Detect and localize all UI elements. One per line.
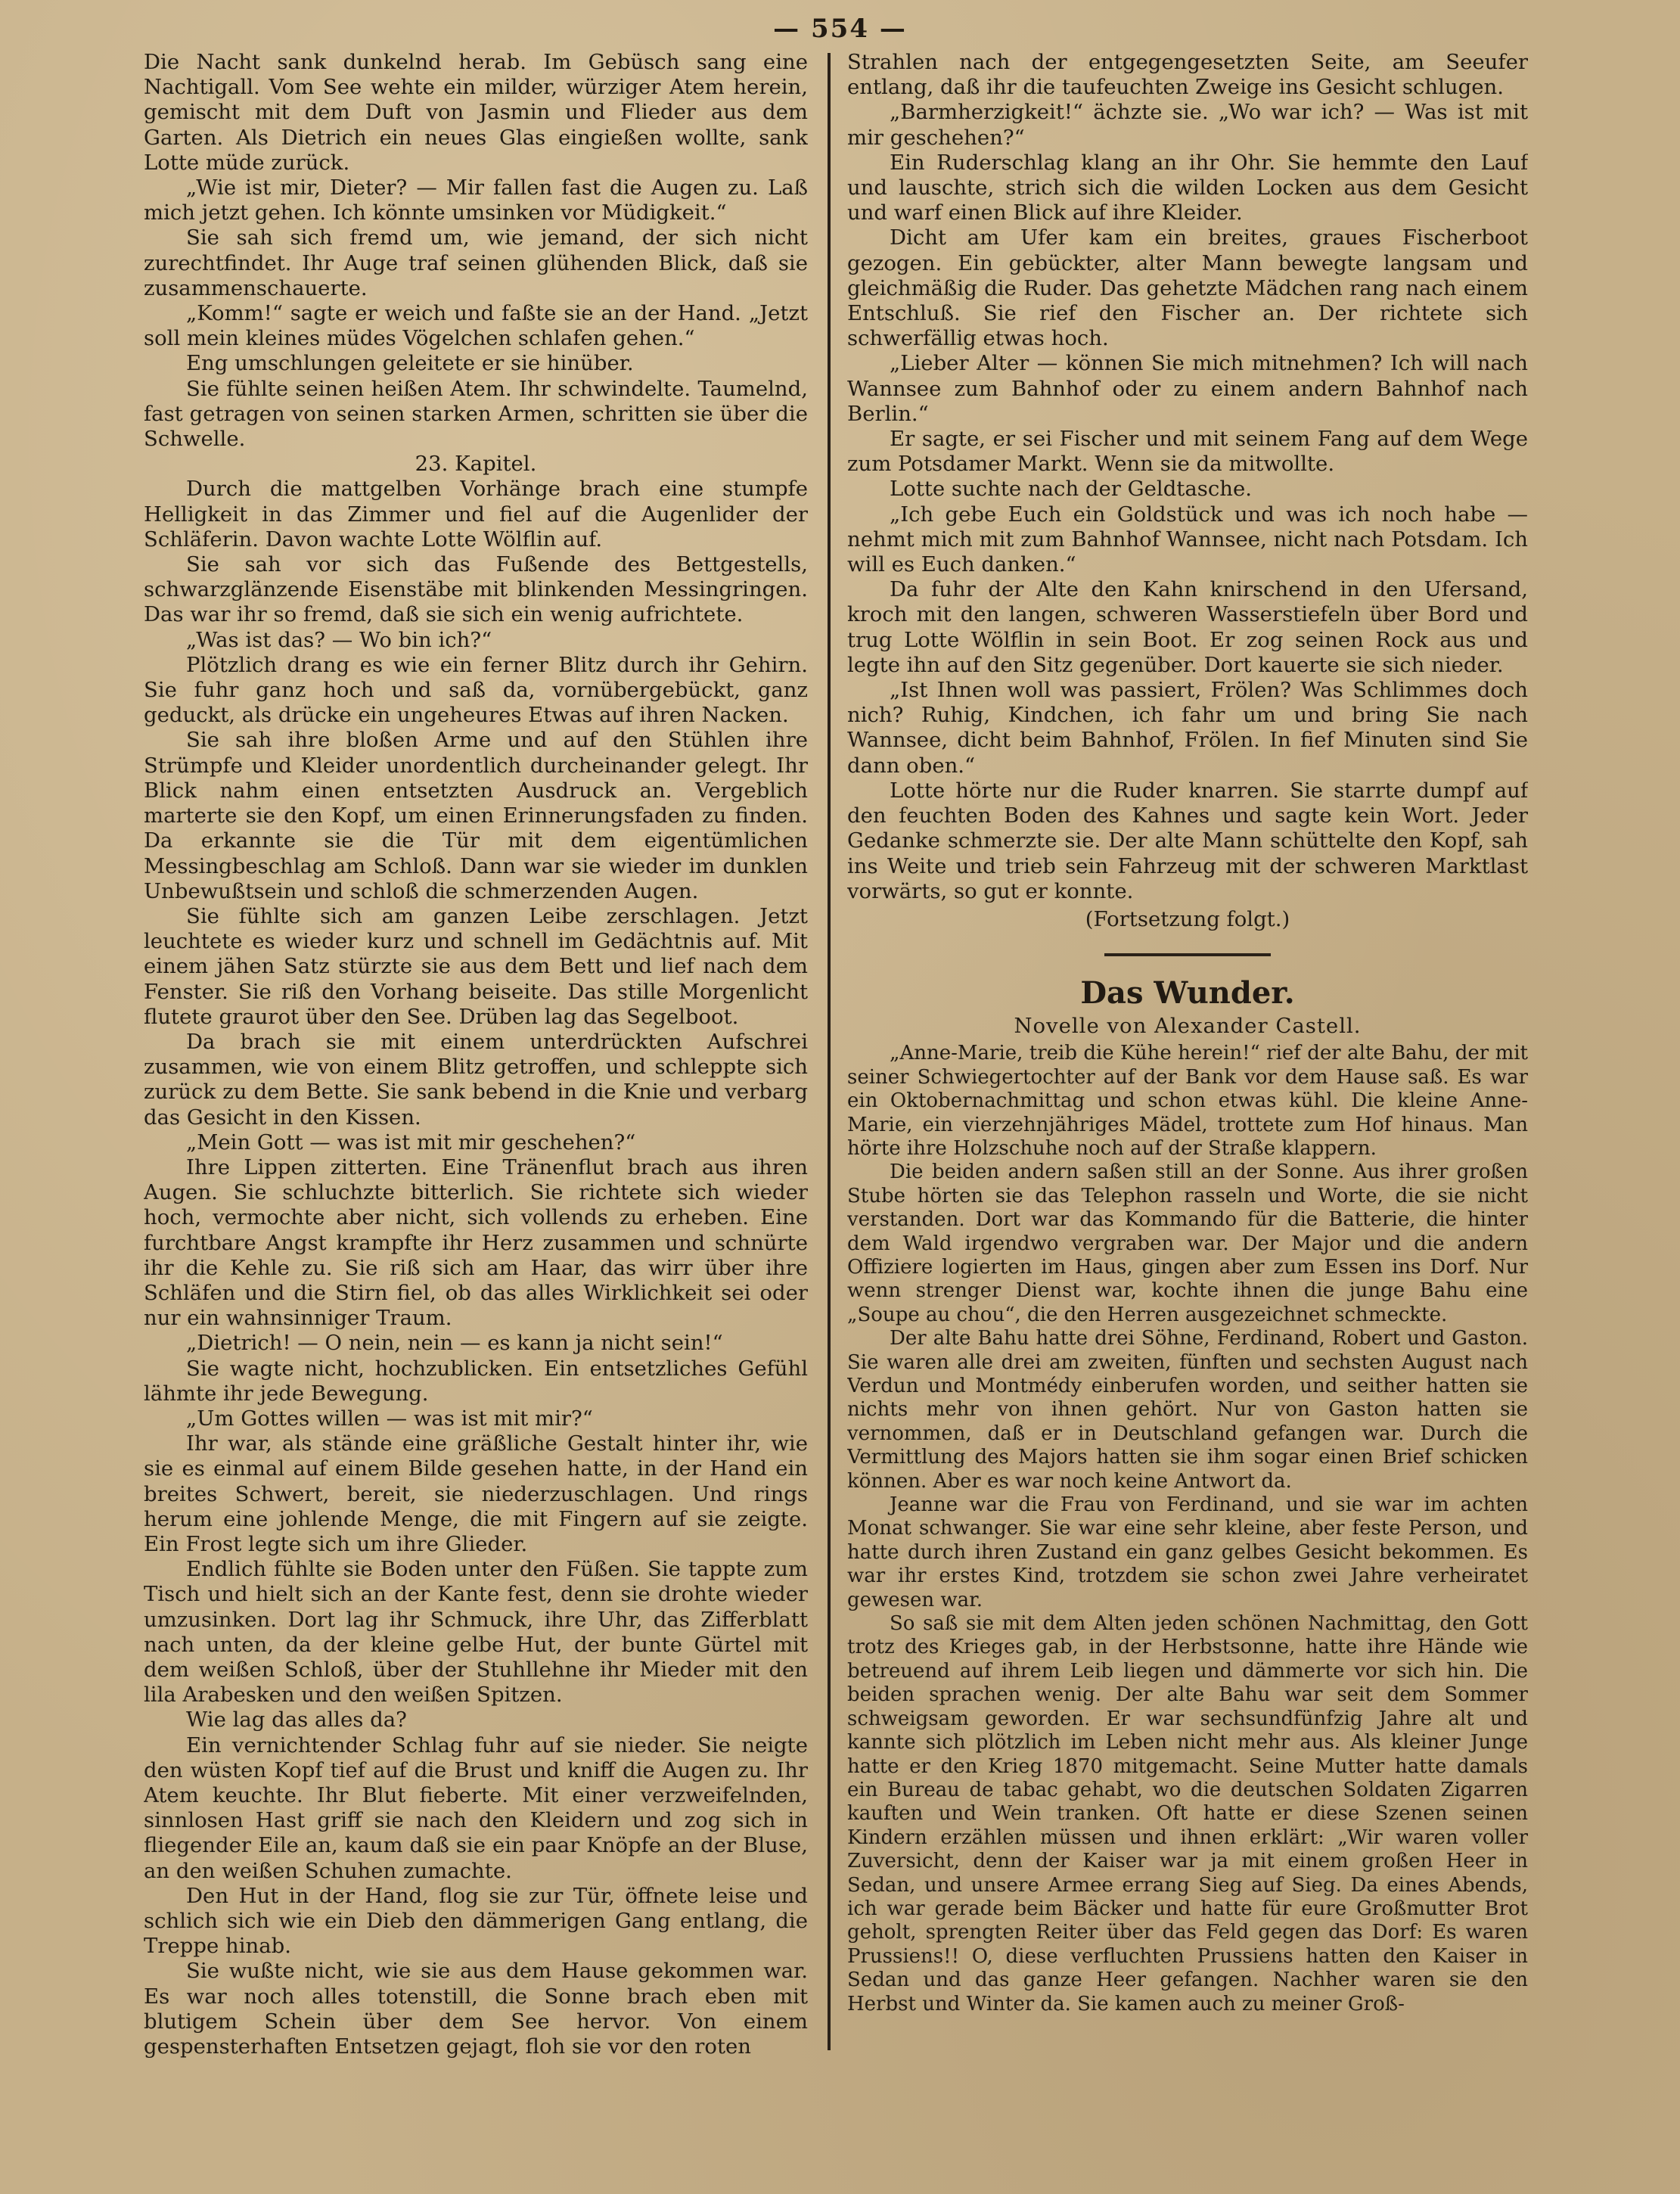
paragraph: Er sagte, er sei Fischer und mit seinem Fang auf dem Wege zum Potsdamer Markt. Wenn sie da mitwollte. bbox=[847, 427, 1528, 477]
paragraph: Jeanne war die Frau von Ferdinand, und sie war im achten Monat schwanger. Sie war eine sehr kleine, aber feste Person, und hatte durch ihren Zustand ein ganz gelbes Gesicht bekommen. Es war ihr erstes Kind, trotzdem sie schon zwei Jahre verheiratet gewesen war. bbox=[847, 1493, 1528, 1611]
paragraph: So saß sie mit dem Alten jeden schönen Nachmittag, den Gott trotz des Krieges gab, in der Herbstsonne, hatte ihre Hände wie betreuend auf ihrem Leib liegen und dämmerte vor sich hin. Die beiden sprachen wenig. Der alte Bahu war seit dem Sommer schweigsam geworden. Er war sechsundfünfzig Jahre alt und kannte sich plötzlich im Leben nicht mehr aus. Als kleiner Junge hatte er den Krieg 1870 mitgemacht. Seine Mutter hatte damals ein Bureau de tabac gehabt, wo die deutschen Soldaten Zigarren kauften und Wein tranken. Oft hatte er diese Szenen seinen Kindern erzählen müssen und ihnen erklärt: „Wir waren voller Zuversicht, denn der Kaiser war ja mit einem großen Heer in Sedan, und unsere Armee errang Sieg auf Sieg. Da eines Abends, ich war gerade beim Bäcker und hatte für eure Großmutter Brot geholt, sprengten Reiter über das Feld gegen das Dorf: Es waren Prussiens!! O, diese verfluchten Prussiens hatten den Kaiser in Sedan und das ganze Heer gefangen. Nachher waren sie den Herbst und Winter da. Sie kamen auch zu meiner Groß- bbox=[847, 1612, 1528, 2015]
paragraph: „Wie ist mir, Dieter? — Mir fallen fast die Augen zu. Laß mich jetzt gehen. Ich könnte umsinken vor Müdigkeit.“ bbox=[144, 176, 808, 225]
paragraph: Dicht am Ufer kam ein breites, graues Fischerboot gezogen. Ein gebückter, alter Mann bewegte langsam und gleichmäßig die Ruder. Das gehetzte Mädchen rang nach einem Entschluß. Sie rief den Fischer an. Der richtete sich schwerfällig etwas hoch. bbox=[847, 225, 1528, 351]
paragraph: Lotte suchte nach der Geldtasche. bbox=[890, 477, 1252, 502]
paragraph: Sie fühlte sich am ganzen Leibe zerschlagen. Jetzt leuchtete es wieder kurz und schnell im Gedächtnis auf. Mit einem jähen Satz stürzte sie aus dem Bett und lief nach dem Fenster. Sie riß den Vorhang beiseite. Das stille Morgenlicht flutete graurot über den See. Drüben lag das Segelboot. bbox=[144, 903, 808, 1029]
paragraph: Sie sah ihre bloßen Arme und auf den Stühlen ihre Strümpfe und Kleider unordentlich durcheinander gelegt. Ihr Blick nahm einen entsetzten Ausdruck an. Vergeblich marterte sie den Kopf, um einen Erinnerungsfaden zu finden. Da erkannte sie die Tür mit dem eigentümlichen Messingbeschlag am Schloß. Dann war sie wieder im dunklen Unbewußtsein und schloß die schmerzenden Augen. bbox=[144, 728, 808, 903]
paragraph: Ihre Lippen zitterten. Eine Tränenflut brach aus ihren Augen. Sie schluchzte bitterlich. Sie richtete sich wieder hoch, vermochte aber nicht, sich vollends zu erheben. Eine furchtbare Angst krampfte ihr Herz zusammen und schnürte ihr die Kehle zu. Sie riß sich am Haar, das wirr über ihre Schläfen und die Stirn fiel, ob das alles Wirklichkeit sei oder nur ein wahnsinniger Traum. bbox=[144, 1154, 808, 1331]
paragraph: „Barmherzigkeit!“ ächzte sie. „Wo war ich? — Was ist mit mir geschehen?“ bbox=[847, 100, 1528, 150]
paragraph: „Komm!“ sagte er weich und faßte sie an der Hand. „Jetzt soll mein kleines müdes Vögelchen schlafen gehen.“ bbox=[144, 301, 808, 351]
paragraph: Die beiden andern saßen still an der Sonne. Aus ihrer großen Stube hörten sie das Telephon rasseln und Worte, die sie nicht verstanden. Dort war das Kommando für die Batterie, die hinter dem Wald irgendwo vergraben war. Der Major und die andern Offiziere logierten im Haus, gingen aber zum Essen ins Dorf. Nur wenn strenger Dienst war, kochte ihnen die junge Bahu eine „Soupe au chou“, die den Herren ausgezeichnet schmeckte. bbox=[847, 1161, 1528, 1326]
paragraph: Ein vernichtender Schlag fuhr auf sie nieder. Sie neigte den wüsten Kopf tief auf die Brust und kniff die Augen zu. Ihr Atem keuchte. Ihr Blut fieberte. Mit einer verzweifelnden, sinnlosen Hast griff sie nach den Kleidern und zog sich in fliegender Eile an, kaum daß sie ein paar Knöpfe an der Bluse, an den weißen Schuhen zumachte. bbox=[144, 1733, 808, 1883]
paragraph: Sie wagte nicht, hochzublicken. Ein entsetzliches Gefühl lähmte ihr jede Bewegung. bbox=[144, 1356, 808, 1406]
paragraph: Strahlen nach der entgegengesetzten Seite, am Seeufer entlang, daß ihr die taufeuchten Zweige ins Gesicht schlugen. bbox=[847, 50, 1528, 100]
paragraph: Sie wußte nicht, wie sie aus dem Hause gekommen war. Es war noch alles totenstill, die Sonne brach eben mit blutigem Schein über dem See hervor. Von einem gespensterhaften Entsetzen gejagt, floh sie vor den roten bbox=[144, 1959, 808, 2059]
paragraph: Plötzlich drang es wie ein ferner Blitz durch ihr Gehirn. Sie fuhr ganz hoch und saß da, vornübergebückt, ganz geduckt, als drücke ein ungeheures Etwas auf ihren Nacken. bbox=[144, 652, 808, 728]
paragraph: Der alte Bahu hatte drei Söhne, Ferdinand, Robert und Gaston. Sie waren alle drei am zweiten, fünften und sechsten August nach Verdun und Montmédy einberufen worden, und seither hatten sie nichts mehr von ihnen gehört. Nur von Gaston hatten sie vernommen, daß er in Deutschland gefangen war. Durch die Vermittlung des Majors hatten sie ihm sogar einen Brief schicken können. Aber es war noch keine Antwort da. bbox=[847, 1327, 1528, 1493]
story-body bbox=[847, 1042, 1528, 2016]
paragraph: Endlich fühlte sie Boden unter den Füßen. Sie tappte zum Tisch und hielt sich an der Kante fest, denn sie drohte wieder umzusinken. Dort lag ihr Schmuck, ihre Uhr, das Zifferblatt nach unten, da der kleine gelbe Hut, der bunte Gürtel mit dem weißen Schloß, über der Stuhllehne ihr Mieder mit den lila Arabesken und den weißen Spitzen. bbox=[144, 1557, 808, 1708]
chapter-heading: 23. Kapitel. bbox=[415, 452, 537, 477]
paragraph: Wie lag das alles da? bbox=[186, 1708, 407, 1733]
left-column bbox=[144, 50, 808, 2149]
section-divider bbox=[1104, 953, 1271, 956]
paragraph: Sie sah vor sich das Fußende des Bettgestells, schwarzglänzende Eisenstäbe mit blinkenden Messingringen. Das war ihr so fremd, daß sie sich ein wenig aufrichtete. bbox=[144, 552, 808, 627]
paragraph: „Lieber Alter — können Sie mich mitnehmen? Ich will nach Wannsee zum Bahnhof oder zu einem andern Bahnhof nach Berlin.“ bbox=[847, 351, 1528, 426]
continued-note: (Fortsetzung folgt.) bbox=[1085, 906, 1290, 931]
paragraph: „Mein Gott — was ist mit mir geschehen?“ bbox=[186, 1130, 636, 1154]
paragraph: Lotte hörte nur die Ruder knarren. Sie starrte dumpf auf den feuchten Boden des Kahnes und sagte kein Wort. Jeder Gedanke schmerzte sie. Der alte Mann schüttelte den Kopf, sah ins Weite und trieb sein Fahrzeug mit der schweren Marktlast vorwärts, so gut er konnte. bbox=[847, 778, 1528, 903]
page-number: — 554 — bbox=[773, 14, 907, 44]
paragraph: Die Nacht sank dunkelnd herab. Im Gebüsch sang eine Nachtigall. Vom See wehte ein milder, würziger Atem herein, gemischt mit dem Duft von Jasmin und Flieder aus dem Garten. Als Dietrich ein neues Glas eingießen wollte, sank Lotte müde zurück. bbox=[144, 50, 808, 175]
paragraph: Den Hut in der Hand, flog sie zur Tür, öffnete leise und schlich sich wie ein Dieb den dämmerigen Gang entlang, die Treppe hinab. bbox=[144, 1883, 808, 1959]
paragraph: „Was ist das? — Wo bin ich?“ bbox=[186, 627, 492, 652]
paragraph: Da fuhr der Alte den Kahn knirschend in den Ufersand, kroch mit den langen, schweren Wasserstiefeln über Bord und trug Lotte Wölflin in sein Boot. Er zog seinen Rock aus und legte ihn auf den Sitz gegenüber. Dort kauerte sie sich nieder. bbox=[847, 577, 1528, 677]
paragraph: Ein Ruderschlag klang an ihr Ohr. Sie hemmte den Lauf und lauschte, strich sich die wilden Locken aus dem Gesicht und warf einen Blick auf ihre Kleider. bbox=[847, 150, 1528, 225]
paragraph: Sie sah sich fremd um, wie jemand, der sich nicht zurechtfindet. Ihr Auge traf seinen glühenden Blick, daß sie zusammenschauerte. bbox=[144, 225, 808, 300]
paragraph: Durch die mattgelben Vorhänge brach eine stumpfe Helligkeit in das Zimmer und fiel auf die Augenlider der Schläferin. Davon wachte Lotte Wölflin auf. bbox=[144, 477, 808, 552]
paragraph: Eng umschlungen geleitete er sie hinüber. bbox=[186, 351, 634, 376]
paragraph: Sie fühlte seinen heißen Atem. Ihr schwindelte. Taumelnd, fast getragen von seinen starken Armen, schritten sie über die Schwelle. bbox=[144, 376, 808, 452]
paragraph: „Dietrich! — O nein, nein — es kann ja nicht sein!“ bbox=[186, 1331, 723, 1356]
paragraph: „Ich gebe Euch ein Goldstück und was ich noch habe — nehmt mich mit zum Bahnhof Wannsee, nicht nach Potsdam. Ich will es Euch danken.“ bbox=[847, 502, 1528, 577]
paragraph: „Um Gottes willen — was ist mit mir?“ bbox=[186, 1406, 593, 1431]
paragraph: Ihr war, als stände eine gräßliche Gestalt hinter ihr, wie sie es einmal auf einem Bilde gesehen hatte, in der Hand ein breites Schwert, bereit, sie niederzuschlagen. Und rings herum eine johlende Menge, die mit Fingern auf sie zeigte. Ein Frost legte sich um ihre Glieder. bbox=[144, 1431, 808, 1556]
column-divider bbox=[828, 53, 831, 2050]
story-byline: Novelle von Alexander Castell. bbox=[1014, 1014, 1362, 1039]
paragraph: „Anne-Marie, treib die Kühe herein!“ rief der alte Bahu, der mit seiner Schwiegertochter auf der Bank vor dem Hause saß. Es war ein Oktobernachmittag und schon etwas kühl. Die kleine Anne-Marie, ein vierzehnjähriges Mädel, trottete zum Hof hinaus. Man hörte ihre Holzschuhe noch auf der Straße klappern. bbox=[847, 1042, 1528, 1160]
story-title: Das Wunder. bbox=[1080, 975, 1295, 1012]
paragraph: „Ist Ihnen woll was passiert, Frölen? Was Schlimmes doch nich? Ruhig, Kindchen, ich fahr um und bring Sie nach Wannsee, dicht beim Bahnhof, Frölen. In fief Minuten sind Sie dann oben.“ bbox=[847, 678, 1528, 778]
right-column bbox=[847, 50, 1528, 2149]
paragraph: Da brach sie mit einem unterdrückten Aufschrei zusammen, wie von einem Blitz getroffen, und schleppte sich zurück zu dem Bette. Sie sank bebend in die Knie und verbarg das Gesicht in den Kissen. bbox=[144, 1029, 808, 1130]
